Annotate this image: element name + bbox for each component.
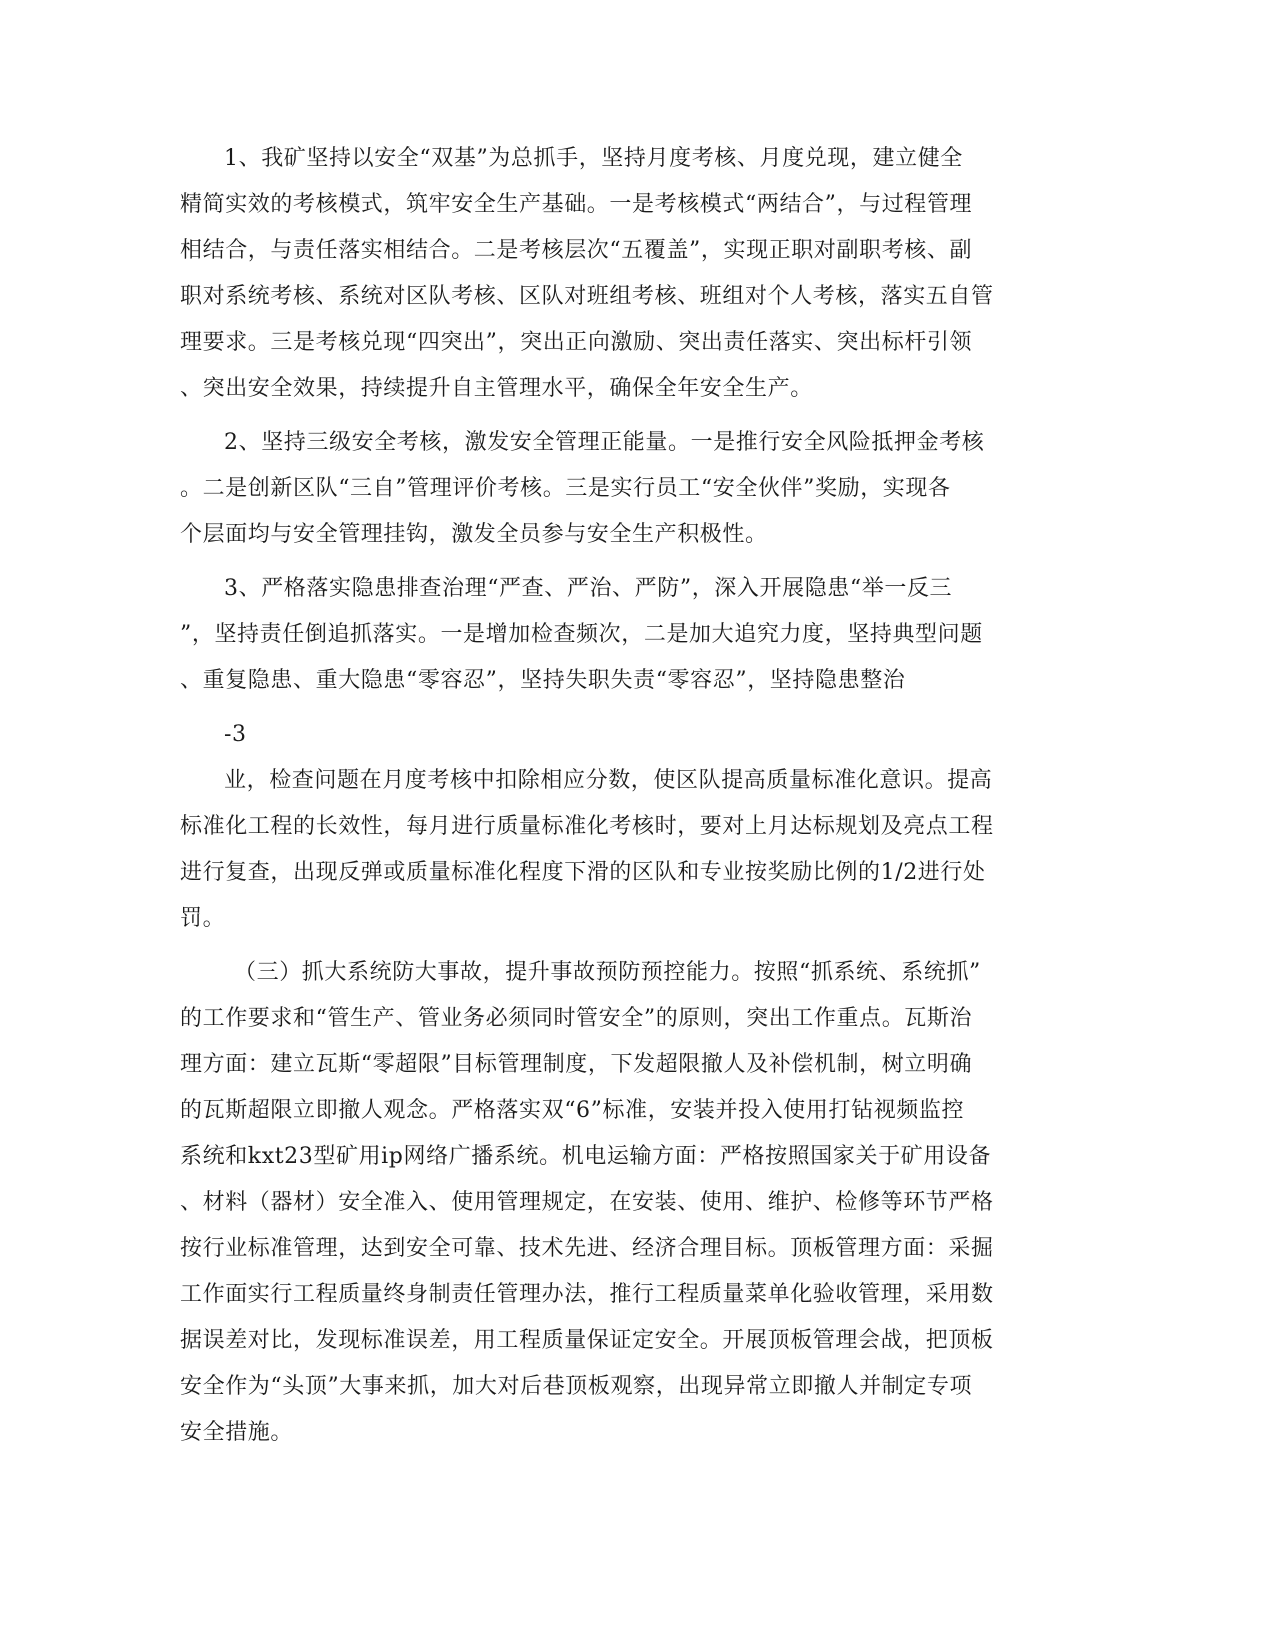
text-line: 据误差对比，发现标准误差，用工程质量保证定安全。开展顶板管理会战，把顶板 (180, 1328, 994, 1353)
text-line: 安全措施。 (180, 1420, 294, 1445)
text-line: 安全作为“头顶”大事来抓，加大对后巷顶板观察，出现异常立即撤人并制定专项 (180, 1374, 973, 1399)
text-line: （三）抓大系统防大事故，提升事故预防预控能力。按照“抓系统、系统抓” (234, 960, 981, 985)
text-line: 罚。 (180, 906, 226, 931)
text-line: 2、坚持三级安全考核，激发安全管理正能量。一是推行安全风险抵押金考核 (224, 430, 985, 455)
text-line: 1、我矿坚持以安全“双基”为总抓手，坚持月度考核、月度兑现，建立健全 (224, 146, 963, 171)
text-line: 理要求。三是考核兑现“四突出”，突出正向激励、突出责任落实、突出标杆引领 (180, 330, 973, 355)
text-line: 、突出安全效果，持续提升自主管理水平，确保全年安全生产。 (180, 376, 813, 401)
paragraph-5 (180, 950, 1038, 1456)
text-line: 、重复隐患、重大隐患“零容忍”，坚持失职失责“零容忍”，坚持隐患整治 (180, 668, 906, 693)
text-line: 相结合，与责任落实相结合。二是考核层次“五覆盖”，实现正职对副职考核、副 (180, 238, 973, 263)
text-line: 的工作要求和“管生产、管业务必须同时管安全”的原则，突出工作重点。瓦斯治 (180, 1006, 973, 1031)
paragraph-4 (180, 758, 1038, 942)
text-line: 系统和kxt23型矿用ip网络广播系统。机电运输方面：严格按照国家关于矿用设备 (180, 1144, 992, 1169)
paragraph-1 (180, 136, 1038, 412)
text-line: 。二是创新区队“三自”管理评价考核。三是实行员工“安全伙伴”奖励，实现各 (180, 476, 951, 501)
text-line: 的瓦斯超限立即撤人观念。严格落实双“6”标准，安装并投入使用打钻视频监控 (180, 1098, 965, 1123)
paragraph-3 (180, 566, 1038, 704)
text-line: 职对系统考核、系统对区队考核、区队对班组考核、班组对个人考核，落实五自管 (180, 284, 994, 309)
text-line: 进行复查，出现反弹或质量标准化程度下滑的区队和专业按奖励比例的1/2进行处 (180, 860, 986, 885)
page-number (180, 712, 1038, 758)
text-line: 标准化工程的长效性，每月进行质量标准化考核时，要对上月达标规划及亮点工程 (180, 814, 994, 839)
paragraph-2 (180, 420, 1038, 558)
text-line: 3、严格落实隐患排查治理“严查、严治、严防”，深入开展隐患“举一反三 (224, 576, 953, 601)
text-line: 按行业标准管理，达到安全可靠、技术先进、经济合理目标。顶板管理方面：采掘 (180, 1236, 994, 1261)
page-number-text: -3 (224, 722, 247, 747)
text-line: 精简实效的考核模式，筑牢安全生产基础。一是考核模式“两结合”，与过程管理 (180, 192, 973, 217)
text-line: ”，坚持责任倒追抓落实。一是增加检查频次，二是加大追究力度，坚持典型问题 (180, 622, 983, 647)
text-line: 业，检查问题在月度考核中扣除相应分数，使区队提高质量标准化意识。提高 (224, 768, 993, 793)
text-line: 、材料（器材）安全准入、使用管理规定，在安装、使用、维护、检修等环节严格 (180, 1190, 994, 1215)
document-page (180, 136, 1038, 1456)
text-line: 工作面实行工程质量终身制责任管理办法，推行工程质量菜单化验收管理，采用数 (180, 1282, 994, 1307)
text-line: 个层面均与安全管理挂钩，激发全员参与安全生产积极性。 (180, 522, 768, 547)
text-line: 理方面：建立瓦斯“零超限”目标管理制度，下发超限撤人及补偿机制，树立明确 (180, 1052, 973, 1077)
